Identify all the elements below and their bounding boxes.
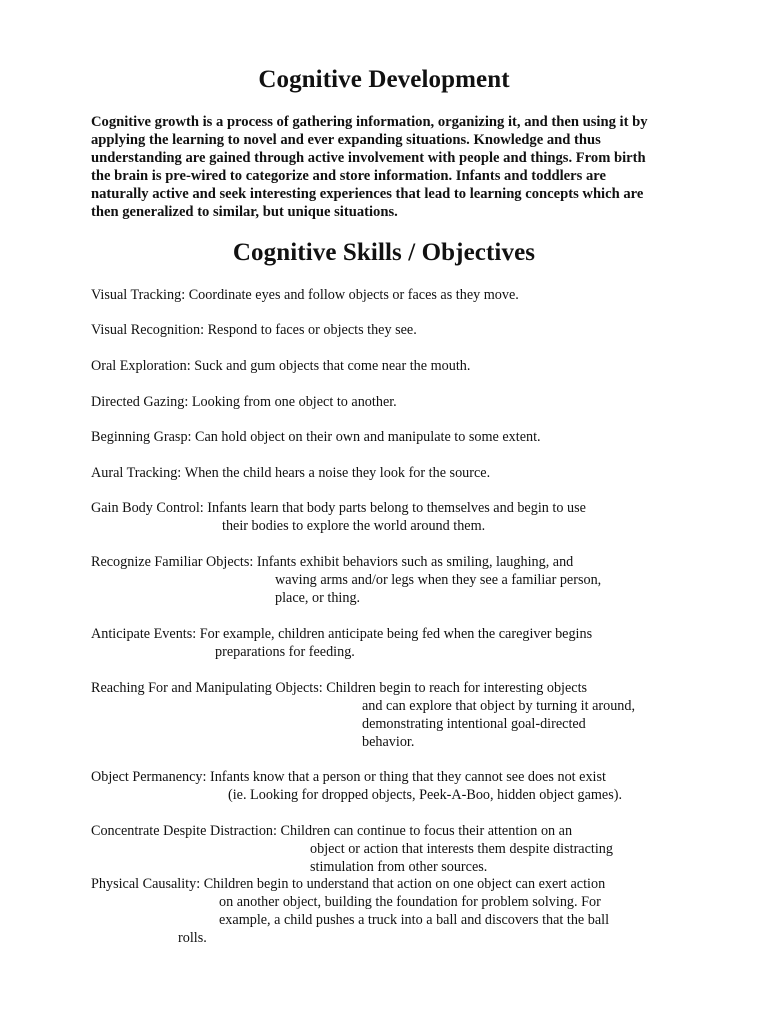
skill-description: rolls. xyxy=(178,930,207,946)
skill-term: Visual Tracking: xyxy=(91,287,186,303)
skill-item-object-permanency xyxy=(91,768,622,804)
skill-description: Respond to faces or objects they see. xyxy=(207,322,417,338)
skill-description: Suck and gum objects that come near the mouth. xyxy=(194,358,471,374)
page-title: Cognitive Development xyxy=(258,66,510,93)
skill-description: Can hold object on their own and manipulate to some extent. xyxy=(195,429,541,445)
skill-term: Object Permanency: xyxy=(91,769,207,785)
skill-item-gain-body-control xyxy=(91,499,586,535)
skill-description: Infants know that a person or thing that they cannot see does not exist xyxy=(209,769,606,785)
skill-description: place, or thing. xyxy=(275,590,361,606)
skill-item-concentrate-despite-distraction xyxy=(91,822,613,876)
skill-description: object or action that interests them despite distracting xyxy=(310,841,613,857)
skill-term: Aural Tracking: xyxy=(91,465,182,481)
skill-description: waving arms and/or legs when they see a familiar person, xyxy=(275,572,602,588)
skill-term: Gain Body Control: xyxy=(91,500,204,516)
skill-description: Infants exhibit behaviors such as smiling, laughing, and xyxy=(256,554,574,570)
skill-description: behavior. xyxy=(362,734,415,750)
skill-description: demonstrating intentional goal-directed xyxy=(362,716,586,732)
intro-line: then generalized to similar, but unique situations. xyxy=(91,204,398,220)
skill-term: Beginning Grasp: xyxy=(91,429,192,445)
skill-item-recognize-familiar-objects xyxy=(91,553,601,607)
skill-term: Directed Gazing: xyxy=(91,394,189,410)
skill-description: and can explore that object by turning it around, xyxy=(362,698,636,714)
skill-item-aural-tracking xyxy=(91,464,490,482)
intro-line: Cognitive growth is a process of gathering information, organizing it, and then using it by xyxy=(91,114,648,130)
skill-description: Looking from one object to another. xyxy=(191,394,397,410)
skill-description: their bodies to explore the world around them. xyxy=(222,518,486,534)
skill-description: example, a child pushes a truck into a ball and discovers that the ball xyxy=(219,912,610,928)
intro-line: understanding are gained through active involvement with people and things. From birth xyxy=(91,150,646,166)
skill-term: Anticipate Events: xyxy=(91,626,197,642)
skill-description: Children can continue to focus their attention on an xyxy=(280,823,573,839)
skill-description: (ie. Looking for dropped objects, Peek-A-Boo, hidden object games). xyxy=(228,787,622,803)
skill-term: Oral Exploration: xyxy=(91,358,191,374)
intro-line: applying the learning to novel and ever expanding situations. Knowledge and thus xyxy=(91,132,601,148)
skill-item-reaching-manipulating xyxy=(91,679,635,751)
intro-line: naturally active and seek interesting experiences that lead to learning concepts which are xyxy=(91,186,644,202)
intro-paragraph xyxy=(91,113,691,221)
skill-description: Infants learn that body parts belong to themselves and begin to use xyxy=(207,500,586,516)
intro-line: the brain is pre-wired to categorize and store information. Infants and toddlers are xyxy=(91,168,606,184)
skill-description: stimulation from other sources. xyxy=(310,859,488,875)
skill-item-visual-tracking xyxy=(91,286,519,304)
skill-term: Physical Causality: xyxy=(91,876,201,892)
skill-description: Children begin to reach for interesting objects xyxy=(326,680,588,696)
skill-term: Recognize Familiar Objects: xyxy=(91,554,254,570)
section-title: Cognitive Skills / Objectives xyxy=(232,239,536,266)
skill-description: When the child hears a noise they look for the source. xyxy=(184,465,491,481)
skill-description: on another object, building the foundation for problem solving. For xyxy=(219,894,601,910)
skill-description: Coordinate eyes and follow objects or faces as they move. xyxy=(188,287,519,303)
skill-item-visual-recognition xyxy=(91,321,417,339)
skill-description: Children begin to understand that action on one object can exert action xyxy=(203,876,606,892)
skill-term: Visual Recognition: xyxy=(91,322,205,338)
skill-term: Reaching For and Manipulating Objects: xyxy=(91,680,323,696)
skill-item-directed-gazing xyxy=(91,393,397,411)
skill-description: preparations for feeding. xyxy=(215,644,355,660)
skill-item-oral-exploration xyxy=(91,357,470,375)
skill-item-beginning-grasp xyxy=(91,428,541,446)
skill-item-physical-causality xyxy=(91,875,609,947)
skill-description: For example, children anticipate being fed when the caregiver begins xyxy=(199,626,593,642)
skill-item-anticipate-events xyxy=(91,625,592,661)
skill-term: Concentrate Despite Distraction: xyxy=(91,823,277,839)
